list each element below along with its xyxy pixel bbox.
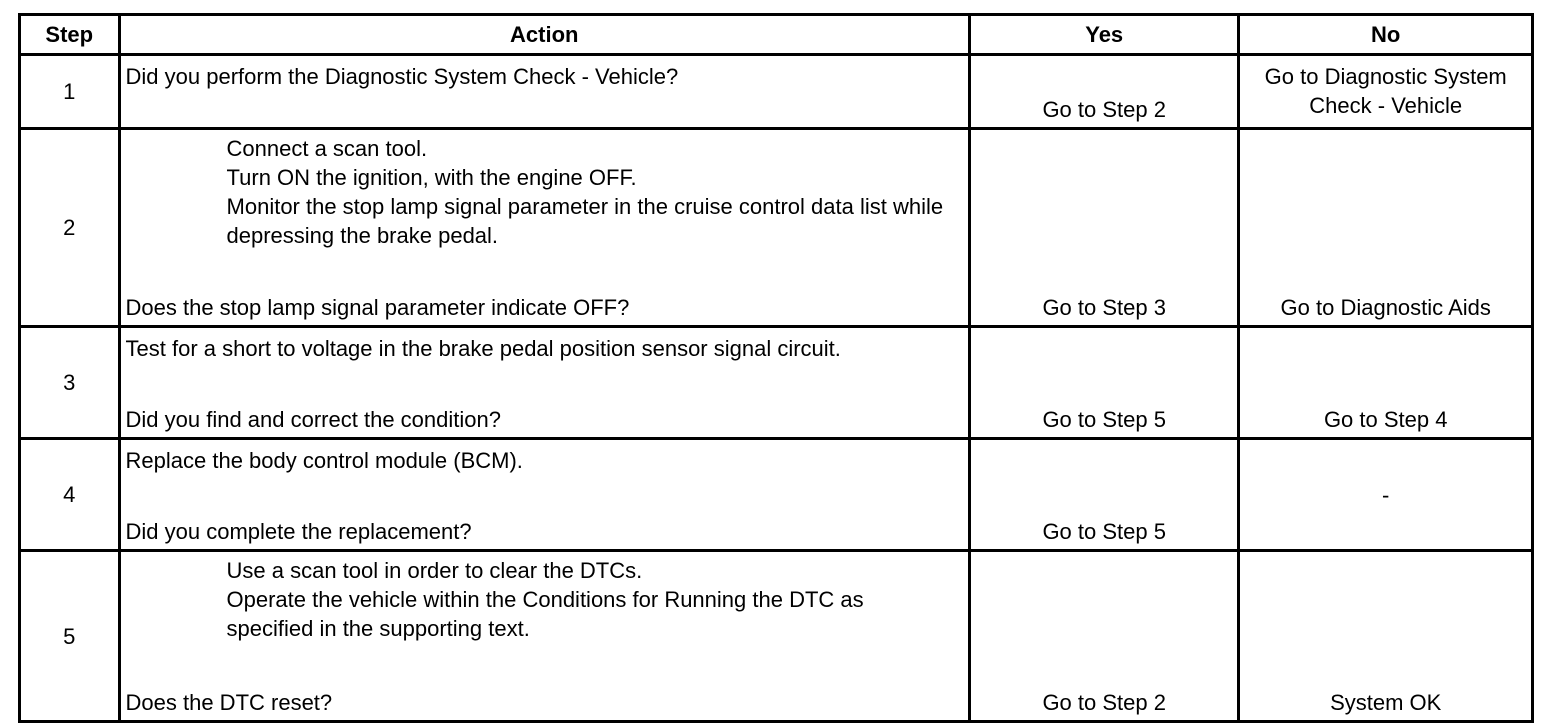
table-header-row <box>20 15 1533 55</box>
diagnostic-table <box>18 13 1534 723</box>
action-step: Turn ON the ignition, with the engine OFF. <box>226 165 637 190</box>
no-answer-line-2: Check - Vehicle <box>1309 93 1463 118</box>
action-cell <box>119 129 969 327</box>
no-answer: System OK <box>1330 690 1442 715</box>
no-answer-line-1: Go to Diagnostic System <box>1264 64 1507 89</box>
action-step: Connect a scan tool. <box>226 136 428 161</box>
step-number: 2 <box>20 129 120 327</box>
action-cell <box>119 551 969 722</box>
action-question: Did you complete the replacement? <box>125 519 472 544</box>
action-text: Did you perform the Diagnostic System Check - Vehicle? <box>125 64 679 89</box>
no-cell <box>1239 129 1533 327</box>
yes-answer: Go to Step 3 <box>1042 295 1166 320</box>
no-answer: - <box>1382 482 1390 507</box>
action-question: Did you find and correct the condition? <box>125 407 501 432</box>
step-number: 3 <box>20 327 120 439</box>
action-steps-list <box>227 134 948 250</box>
no-answer: Go to Step 4 <box>1323 407 1448 432</box>
yes-answer: Go to Step 5 <box>1042 407 1166 432</box>
action-cell <box>119 55 969 129</box>
table-row <box>20 439 1533 551</box>
table-row <box>20 327 1533 439</box>
action-step: Operate the vehicle within the Conditions for Running the DTC as specified in the supporting text. <box>226 587 864 641</box>
action-cell <box>119 327 969 439</box>
no-cell <box>1239 439 1533 551</box>
yes-cell <box>970 327 1239 439</box>
yes-cell <box>970 551 1239 722</box>
no-cell <box>1239 55 1533 129</box>
action-text: Test for a short to voltage in the brake pedal position sensor signal circuit. <box>125 336 841 361</box>
action-step: Use a scan tool in order to clear the DTCs. <box>226 558 643 583</box>
yes-answer: Go to Step 2 <box>1042 690 1166 715</box>
yes-answer: Go to Step 2 <box>1042 97 1166 122</box>
yes-cell <box>970 439 1239 551</box>
action-question: Does the DTC reset? <box>125 690 333 715</box>
no-cell <box>1239 327 1533 439</box>
no-answer: Go to Diagnostic Aids <box>1280 295 1491 320</box>
yes-cell <box>970 55 1239 129</box>
header-step: Step <box>20 15 120 55</box>
header-yes: Yes <box>970 15 1239 55</box>
no-cell <box>1239 551 1533 722</box>
no-answer <box>1240 62 1531 120</box>
header-no: No <box>1239 15 1533 55</box>
action-question: Does the stop lamp signal parameter indicate OFF? <box>125 295 630 320</box>
step-number: 4 <box>20 439 120 551</box>
action-steps-list <box>227 556 948 643</box>
table-row <box>20 129 1533 327</box>
step-number: 5 <box>20 551 120 722</box>
header-action: Action <box>119 15 969 55</box>
action-text: Replace the body control module (BCM). <box>125 448 523 473</box>
table-row <box>20 551 1533 722</box>
step-number: 1 <box>20 55 120 129</box>
action-cell <box>119 439 969 551</box>
table-row <box>20 55 1533 129</box>
action-step: Monitor the stop lamp signal parameter in the cruise control data list while depressing the brake pedal. <box>226 194 944 248</box>
yes-cell <box>970 129 1239 327</box>
yes-answer: Go to Step 5 <box>1042 519 1166 544</box>
